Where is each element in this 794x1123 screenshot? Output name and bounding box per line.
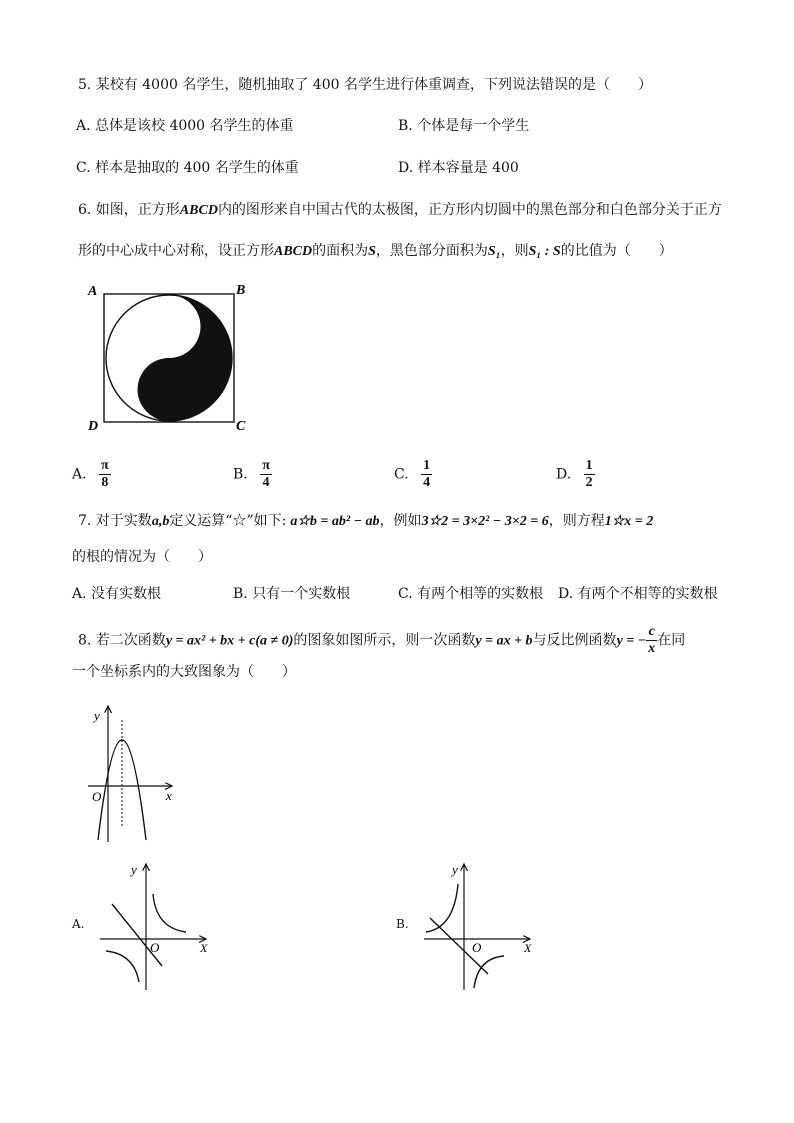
x-label: X <box>524 941 532 955</box>
origin-label: O <box>150 940 160 955</box>
q8-option-b-graph <box>420 856 550 996</box>
y-label: y <box>131 862 137 877</box>
q7-option-a: A. 没有实数根 <box>72 586 162 602</box>
q7-option-b: B. 只有一个实数根 <box>233 586 351 602</box>
q8-option-b-letter: B. <box>396 917 409 931</box>
hyperbola-branch-lower <box>106 951 139 982</box>
y-label: y <box>452 862 458 877</box>
q8-option-a-letter: A. <box>72 917 85 931</box>
taiji-figure <box>84 280 254 435</box>
white-dot <box>163 320 176 333</box>
q7-line2: 的根的情况为（ ） <box>72 549 212 565</box>
black-dot <box>163 382 176 395</box>
q8-option-a-graph <box>96 856 226 996</box>
x-label: X <box>200 941 208 955</box>
x-label: x <box>166 788 172 803</box>
hyperbola-branch-lower <box>474 956 504 988</box>
linear-function-line <box>112 904 162 966</box>
q7-option-c: C. 有两个相等的实数根 <box>398 586 544 602</box>
label-c: C <box>236 419 246 434</box>
q6-line2: 形的中心成中心对称，设正方形ABCD的面积为S，黑色部分面积为S₁，则S₁ : S的比值为（ ） <box>78 243 673 259</box>
q5-stem: 5. 某校有 4000 名学生，随机抽取了 400 名学生进行体重调查，下列说法错误的是（ ） <box>78 77 652 93</box>
y-label: y <box>94 708 100 723</box>
origin-label: O <box>472 940 482 955</box>
label-b: B <box>236 283 246 298</box>
q5-option-d: D. 样本容量是 400 <box>398 160 519 176</box>
q5-option-c: C. 样本是抽取的 400 名学生的体重 <box>76 160 299 176</box>
q8-line1: 8. 若二次函数y = ax² + bx + c(a ≠ 0)的图象如图所示，则一次函数y = ax + b与反比例函数y = − $\frac{c}{x}$ 在同 <box>78 624 686 657</box>
q6-option-b: B. $\frac{\pi}{4}$ <box>233 458 270 491</box>
parabola-graph <box>84 700 194 845</box>
q8-line2: 一个坐标系内的大致图象为（ ） <box>72 664 296 680</box>
q6-line1: 6. 如图，正方形ABCD内的图形来自中国古代的太极图，正方形内切圆中的黑色部分和白色部分关于正方 <box>78 202 722 218</box>
label-d: D <box>88 419 99 434</box>
q6-option-d: D. $\frac{1}{2}$ <box>556 458 593 491</box>
label-a: A <box>88 284 98 299</box>
q7-line1: 7. 对于实数a,b定义运算“☆”如下: a☆b = ab² − ab，例如3☆2 = 3×2² − 3×2 = 6，则方程1☆x = 2 <box>78 513 654 529</box>
hyperbola-branch-upper <box>153 894 186 932</box>
q6-option-a: A. $\frac{\pi}{8}$ <box>72 458 109 491</box>
hyperbola-branch-upper <box>426 884 458 932</box>
origin-label: O <box>92 789 102 804</box>
q5-option-b: B. 个体是每一个学生 <box>398 118 530 134</box>
q5-option-a: A. 总体是该校 4000 名学生的体重 <box>76 118 294 134</box>
q7-option-d: D. 有两个不相等的实数根 <box>558 586 718 602</box>
q6-option-c: C. $\frac{1}{4}$ <box>394 458 431 491</box>
